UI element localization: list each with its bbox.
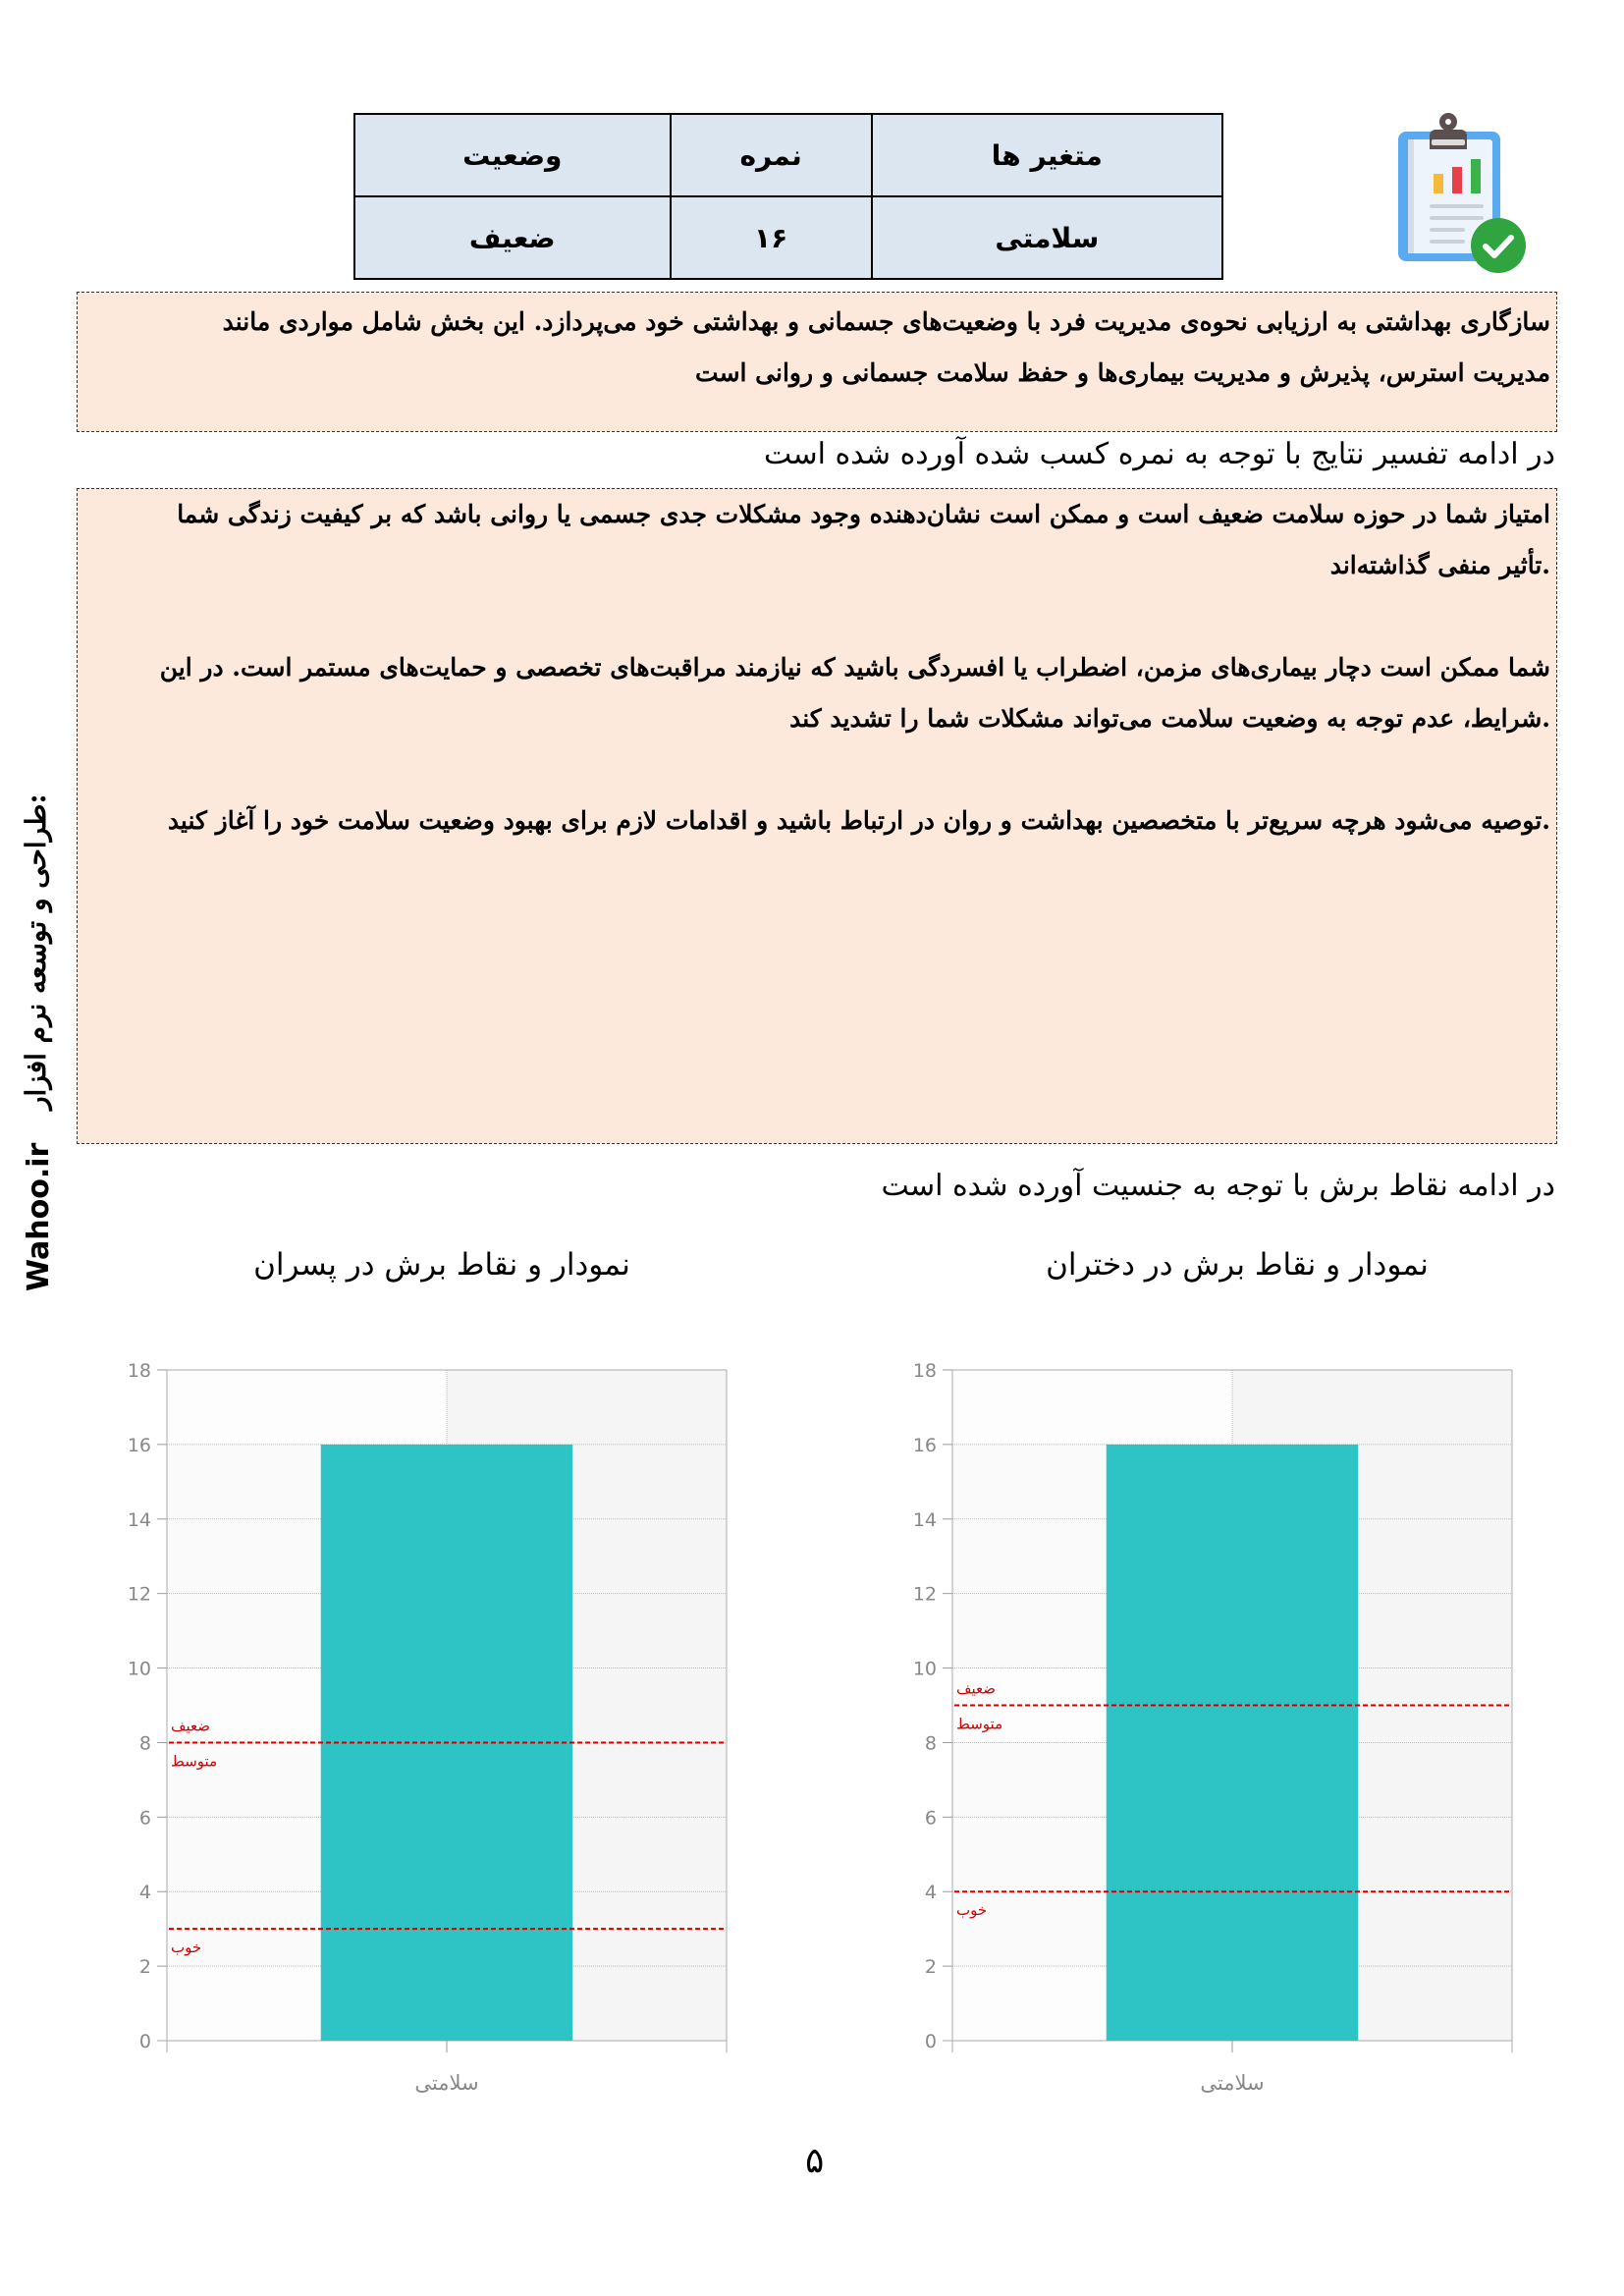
y-tick-label: 10	[912, 1658, 937, 1680]
y-tick-label: 10	[127, 1658, 151, 1680]
interpretation-paragraph	[83, 489, 1550, 591]
y-tick-label: 16	[912, 1434, 937, 1456]
y-tick-label: 14	[127, 1508, 151, 1531]
bar	[1107, 1445, 1359, 2041]
cutoff-heading: در ادامه نقاط برش با توجه به جنسیت آورده شده است	[881, 1169, 1555, 1203]
y-tick-label: 0	[138, 2031, 151, 2052]
x-tick-label: سلامتی	[1200, 2071, 1265, 2095]
interpretation-line: شما ممکن است دچار بیماری‌های مزمن، اضطراب یا افسردگی باشید که نیازمند مراقبت‌های تخصصی و حمایت‌های مستمر است. در این	[159, 653, 1550, 682]
y-tick-label: 0	[924, 2031, 937, 2052]
y-tick-label: 8	[138, 1732, 151, 1755]
cutoff-label-below: خوب	[956, 1901, 988, 1920]
side-credit	[8, 776, 67, 1306]
y-tick-label: 2	[138, 1956, 151, 1979]
y-tick-label: 4	[924, 1882, 937, 1904]
grid-band	[952, 1370, 1232, 1445]
description-line: سازگاری بهداشتی به ارزیابی نحوه‌ی مدیریت فرد با وضعیت‌های جسمانی و بهداشتی خود می‌پردازد. این بخش شامل مواردی مانند	[222, 307, 1550, 336]
score-table	[353, 113, 1223, 280]
cell-score: ۱۶	[671, 196, 872, 279]
interpretation-box	[77, 488, 1557, 1144]
y-tick-label: 4	[138, 1882, 151, 1904]
grid-band	[167, 1370, 447, 1445]
interpretation-line: .شرایط، عدم توجه به وضعیت سلامت می‌تواند مشکلات شما را تشدید کند	[789, 704, 1550, 733]
interpretation-line: .تأثیر منفی گذاشته‌اند	[1329, 551, 1550, 579]
y-tick-label: 8	[924, 1732, 937, 1755]
cell-status: ضعیف	[354, 196, 671, 279]
table-row	[354, 196, 1222, 279]
y-tick-label: 16	[127, 1434, 151, 1456]
y-tick-label: 14	[912, 1508, 937, 1531]
cutoff-label-below: خوب	[171, 1939, 202, 1957]
chart-boys	[98, 1345, 766, 2111]
credit-site: Wahoo.ir	[22, 1142, 56, 1291]
chart-girls	[884, 1345, 1551, 2111]
interpretation-line: .توصیه می‌شود هرچه سریع‌تر با متخصصین بهداشت و روان در ارتباط باشید و اقدامات لازم برای بهبود وضعیت سلامت خود را آغاز کنید	[167, 806, 1550, 835]
x-tick-label: سلامتی	[414, 2071, 479, 2095]
y-tick-label: 6	[924, 1807, 937, 1830]
header-variables: متغیر ها	[872, 114, 1222, 196]
header-score: نمره	[671, 114, 872, 196]
y-tick-label: 12	[912, 1583, 937, 1606]
y-tick-label: 2	[924, 1956, 937, 1979]
page-number: ۵	[805, 2141, 825, 2181]
description-line: مدیریت استرس، پذیرش و مدیریت بیماری‌ها و حفظ سلامت جسمانی و روانی است	[695, 358, 1550, 387]
interpretation-paragraph	[83, 642, 1550, 744]
chart-title-girls: نمودار و نقاط برش در دختران	[1046, 1247, 1429, 1283]
cutoff-label-below: متوسط	[956, 1715, 1003, 1733]
y-tick-label: 18	[912, 1360, 937, 1382]
clipboard-chart-check-icon	[1394, 110, 1532, 277]
header-status: وضعیت	[354, 114, 671, 196]
table-header-row	[354, 114, 1222, 196]
credit-label: طراحی و توسعه نرم افزار:	[20, 793, 52, 1110]
cutoff-label-above: ضعیف	[171, 1717, 211, 1735]
cell-variable: سلامتی	[872, 196, 1222, 279]
cutoff-label-below: متوسط	[171, 1752, 218, 1771]
y-tick-label: 6	[138, 1807, 151, 1830]
y-tick-label: 18	[127, 1360, 151, 1382]
chart-title-boys: نمودار و نقاط برش در پسران	[253, 1247, 630, 1283]
y-tick-label: 12	[127, 1583, 151, 1606]
interpretation-heading: در ادامه تفسیر نتایج با توجه به نمره کسب شده آورده شده است	[763, 437, 1555, 471]
cutoff-label-above: ضعیف	[956, 1679, 997, 1698]
interpretation-line: امتیاز شما در حوزه سلامت ضعیف است و ممکن است نشان‌دهنده وجود مشکلات جدی جسمی یا روانی باشد که بر کیفیت زندگی شما	[177, 500, 1550, 528]
description-box	[77, 292, 1557, 432]
interpretation-paragraph	[83, 795, 1550, 847]
